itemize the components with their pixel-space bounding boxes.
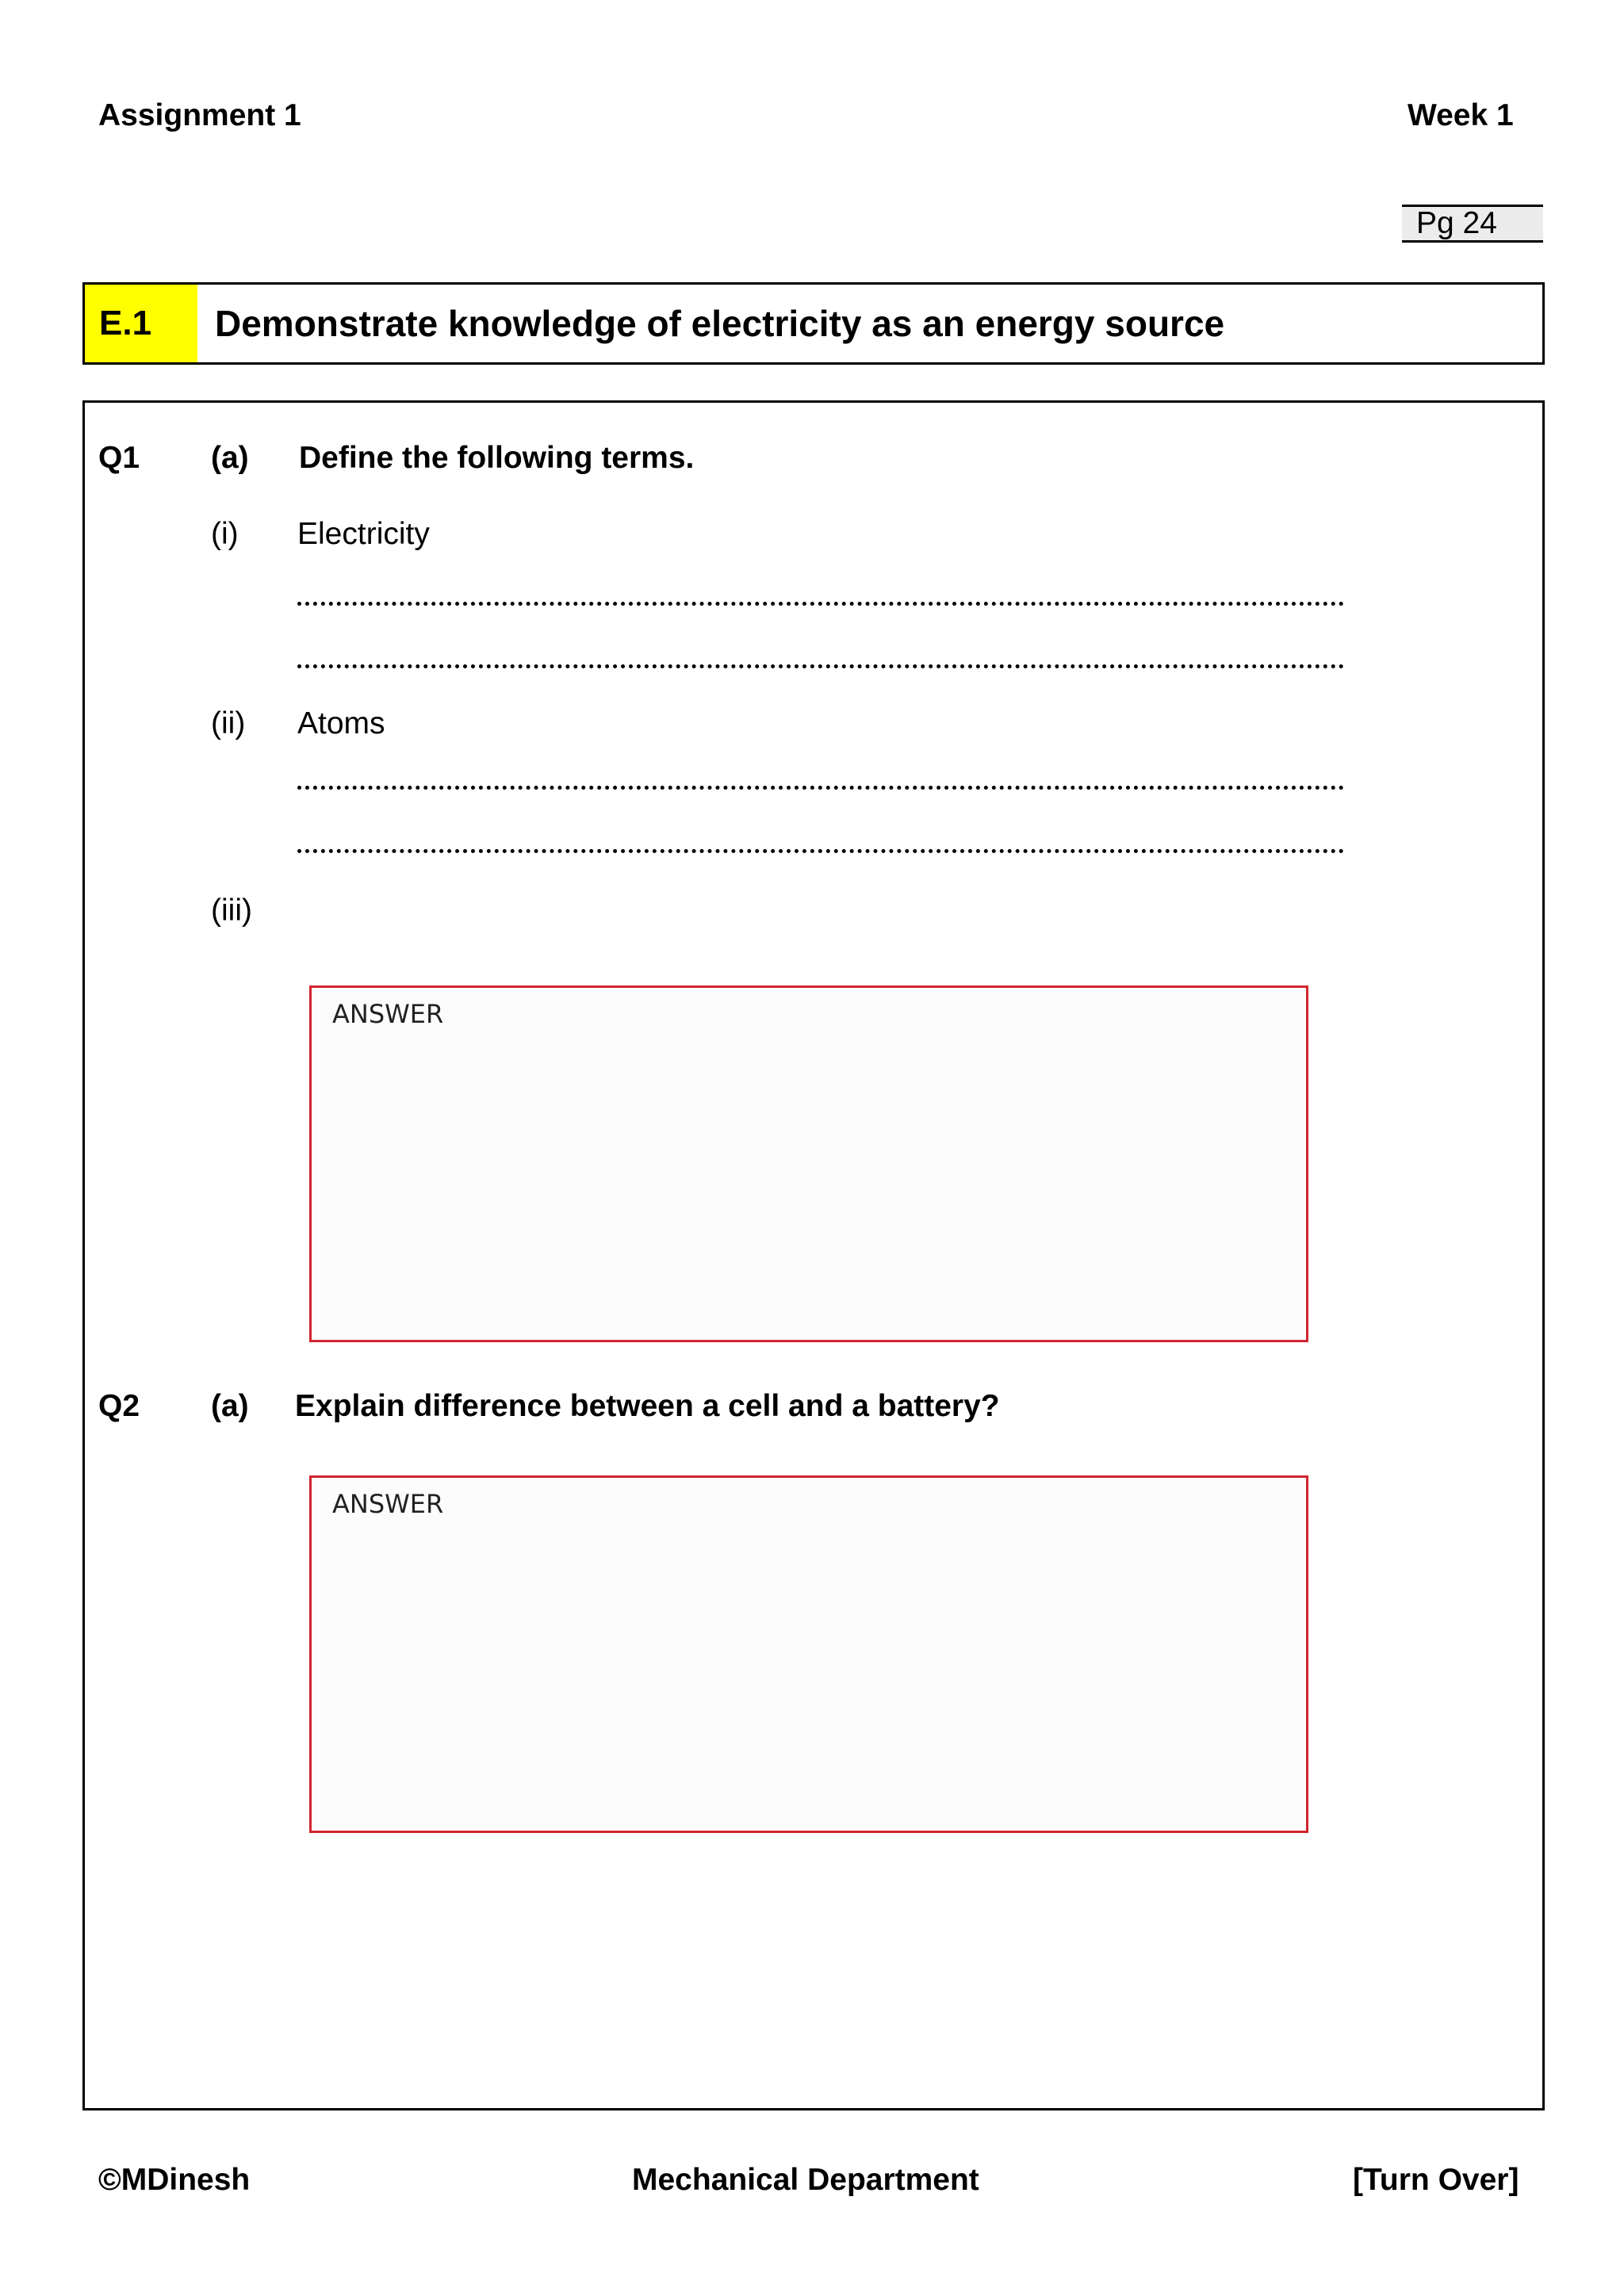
q1-prompt: Define the following terms. (299, 441, 695, 475)
q2-answer-box[interactable] (309, 1475, 1308, 1833)
q1-item-i-term: Electricity (297, 517, 430, 551)
footer-copyright: ©MDinesh (98, 2163, 251, 2197)
q2-part: (a) (211, 1389, 249, 1423)
q1-answer-box[interactable] (309, 985, 1308, 1342)
answer-line[interactable] (297, 602, 1344, 606)
q2-number: Q2 (98, 1389, 140, 1423)
q1-part: (a) (211, 441, 249, 475)
answer-line[interactable] (297, 849, 1344, 853)
answer-label: ANSWER (332, 1489, 444, 1519)
q1-item-ii-num: (ii) (211, 706, 246, 740)
answer-line[interactable] (297, 786, 1344, 790)
q1-item-ii-term: Atoms (297, 706, 385, 740)
q1-number: Q1 (98, 441, 140, 475)
turn-over-label: [Turn Over] (1353, 2163, 1519, 2197)
section-code: E.1 (85, 285, 197, 362)
q1-item-i-num: (i) (211, 517, 239, 551)
assignment-label: Assignment 1 (98, 98, 301, 132)
answer-line[interactable] (297, 664, 1344, 668)
section-title: Demonstrate knowledge of electricity as an energy source (215, 303, 1225, 344)
answer-label: ANSWER (332, 999, 444, 1029)
week-label: Week 1 (1408, 98, 1514, 132)
q1-item-iii-num: (iii) (211, 894, 252, 928)
footer-department: Mechanical Department (632, 2163, 979, 2197)
section-header (82, 282, 1545, 365)
page-number: Pg 24 (1402, 205, 1543, 243)
q2-prompt: Explain difference between a cell and a battery? (295, 1389, 1000, 1423)
